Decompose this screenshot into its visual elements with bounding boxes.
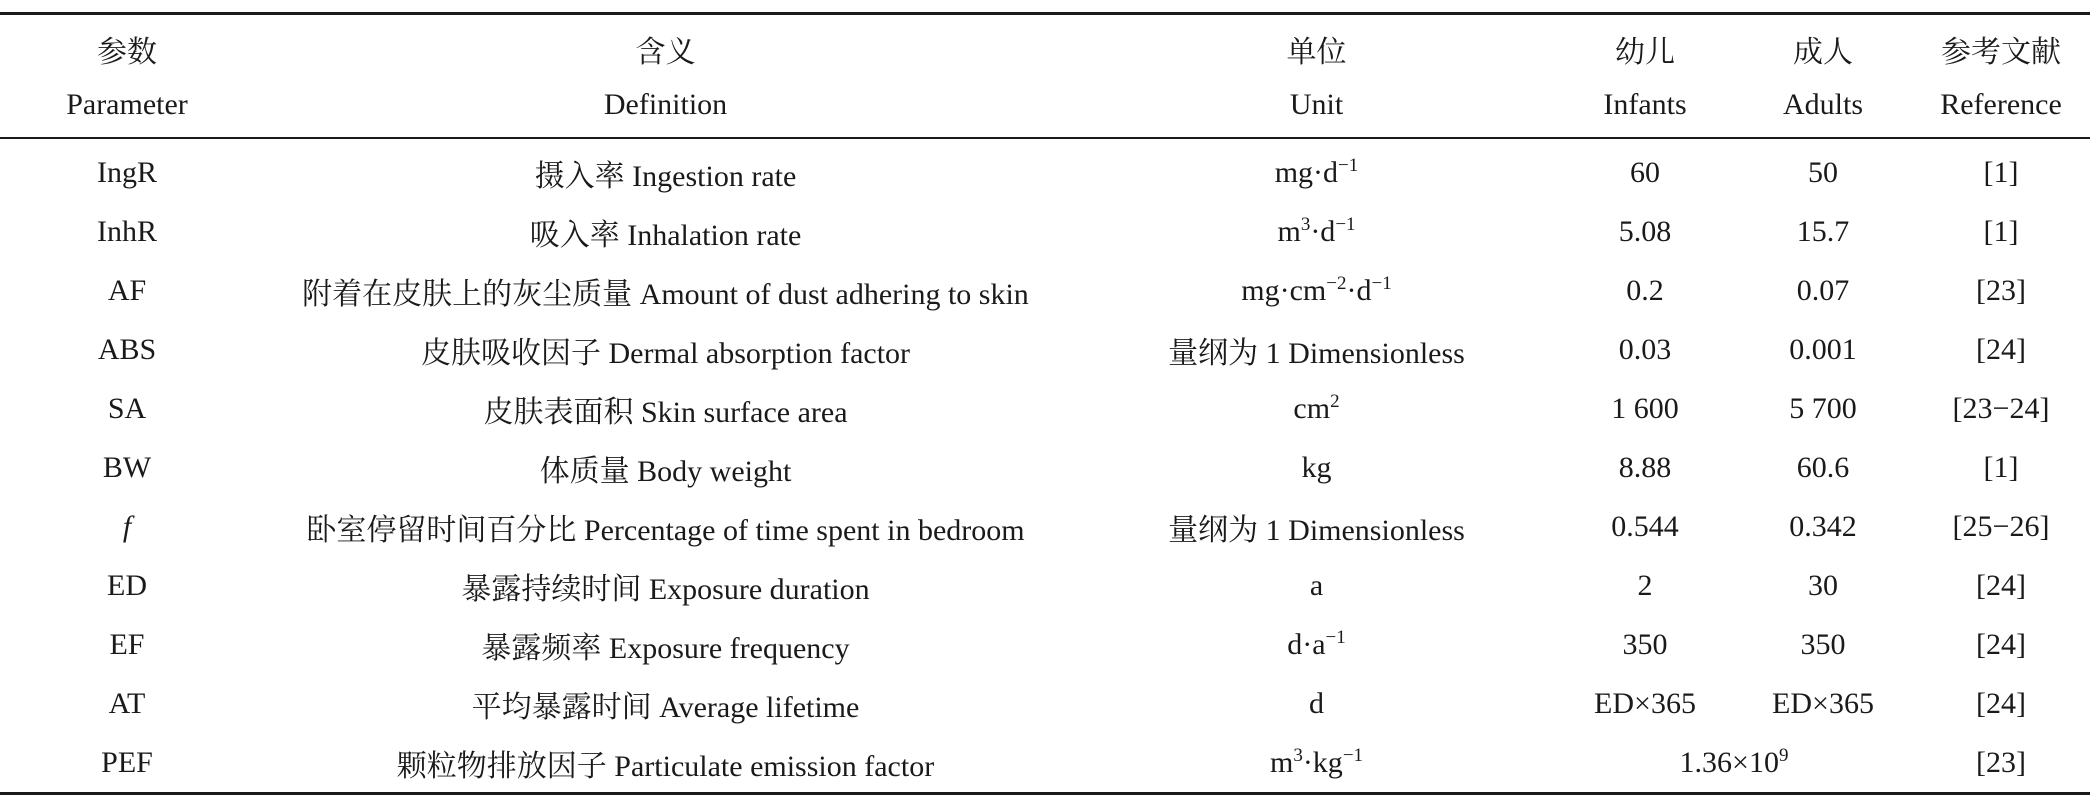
infants-cell: 0.2 <box>1626 273 1664 307</box>
unit-text-2: ·d <box>1310 214 1336 248</box>
unit-exponent-2: −1 <box>1342 744 1364 766</box>
infants-cell: 350 <box>1622 627 1668 661</box>
adults-cell: 0.001 <box>1789 332 1857 366</box>
unit-cell <box>1077 733 1556 794</box>
table-row <box>0 261 2090 320</box>
unit-cell: 量纲为 1 Dimensionless <box>1168 513 1465 547</box>
header-infants-zh: 幼儿 <box>1556 14 1734 78</box>
definition-cell: 皮肤吸收因子 Dermal absorption factor <box>420 336 911 370</box>
reference-cell: [24] <box>1976 627 2026 661</box>
adults-cell: 50 <box>1808 155 1838 189</box>
adults-cell: 15.7 <box>1796 214 1850 248</box>
reference-cell: [23] <box>1912 733 2090 794</box>
param-cell: PEF <box>0 733 254 794</box>
unit-text: m <box>1277 214 1301 248</box>
infants-cell: 1 600 <box>1611 391 1679 425</box>
unit-text: cm <box>1293 391 1331 425</box>
table-row <box>0 733 2090 794</box>
reference-cell: [23] <box>1976 273 2026 307</box>
param-cell: ED <box>107 568 147 602</box>
adults-cell: 60.6 <box>1796 450 1850 484</box>
reference-cell: [25−26] <box>1952 509 2050 543</box>
infants-cell: ED×365 <box>1594 686 1696 720</box>
definition-cell: 皮肤表面积 Skin surface area <box>483 395 848 429</box>
table-row <box>0 320 2090 379</box>
header-parameter-en: Parameter <box>0 77 254 138</box>
adults-cell: 5 700 <box>1789 391 1857 425</box>
param-cell: AT <box>108 686 146 720</box>
header-parameter-zh: 参数 <box>0 14 254 78</box>
infants-cell: 60 <box>1630 155 1660 189</box>
unit-exponent: −1 <box>1325 626 1346 648</box>
definition-cell: 暴露持续时间 Exposure duration <box>461 572 870 606</box>
unit-cell: a <box>1309 568 1324 602</box>
unit-text: d·a <box>1287 627 1326 661</box>
unit-text: mg·cm <box>1241 273 1327 307</box>
infants-cell: 0.544 <box>1611 509 1679 543</box>
table-row <box>0 379 2090 438</box>
table-row <box>0 497 2090 556</box>
reference-cell: [1] <box>1983 450 2019 484</box>
adults-cell: 350 <box>1800 627 1846 661</box>
definition-cell: 卧室停留时间百分比 Percentage of time spent in bedroom <box>306 513 1025 547</box>
reference-cell: [24] <box>1976 686 2026 720</box>
header-infants-en: Infants <box>1556 77 1734 138</box>
definition-cell: 体质量 Body weight <box>539 454 792 488</box>
reference-cell: [24] <box>1976 568 2026 602</box>
adults-cell: 30 <box>1808 568 1838 602</box>
unit-exponent: 2 <box>1330 390 1340 412</box>
exposure-parameter-table <box>0 12 2090 795</box>
shared-value-cell <box>1556 733 1912 794</box>
header-unit-zh: 单位 <box>1077 14 1556 78</box>
definition-cell: 颗粒物排放因子 Particulate emission factor <box>254 733 1077 794</box>
unit-text-2: ·d <box>1346 273 1372 307</box>
table-row <box>0 615 2090 674</box>
unit-exponent-2: −1 <box>1371 272 1392 294</box>
header-row-chinese <box>0 14 2090 78</box>
param-cell: ABS <box>97 332 157 366</box>
table-row <box>0 438 2090 497</box>
unit-cell: d <box>1309 686 1324 720</box>
reference-cell: [24] <box>1976 332 2026 366</box>
infants-cell: 2 <box>1637 568 1653 602</box>
adults-cell: 0.07 <box>1796 273 1850 307</box>
unit-cell <box>1077 261 1556 320</box>
unit-exponent: −2 <box>1326 272 1347 294</box>
adults-cell: ED×365 <box>1772 686 1874 720</box>
value-exponent: 9 <box>1778 744 1789 766</box>
param-cell: BW <box>102 450 152 484</box>
definition-cell: 摄入率 Ingestion rate <box>534 159 797 193</box>
header-unit-en: Unit <box>1077 77 1556 138</box>
unit-cell <box>1077 379 1556 438</box>
param-cell: SA <box>107 391 147 425</box>
unit-exponent: 3 <box>1293 744 1303 766</box>
unit-text: mg·d <box>1274 155 1339 189</box>
unit-exponent: −1 <box>1338 154 1359 176</box>
table-row <box>0 556 2090 615</box>
table-row <box>0 202 2090 261</box>
infants-cell: 0.03 <box>1618 332 1672 366</box>
table-row <box>0 674 2090 733</box>
unit-cell: kg <box>1301 450 1332 484</box>
infants-cell: 5.08 <box>1618 214 1672 248</box>
table-header <box>0 14 2090 139</box>
unit-cell <box>1077 202 1556 261</box>
param-cell: InhR <box>97 214 157 248</box>
header-reference-zh: 参考文献 <box>1912 14 2090 78</box>
param-cell: IngR <box>97 155 157 189</box>
param-cell: EF <box>109 627 145 661</box>
param-cell: f <box>122 509 132 543</box>
reference-cell: [23−24] <box>1952 391 2050 425</box>
header-row-english <box>0 77 2090 138</box>
unit-cell <box>1077 138 1556 202</box>
header-definition-zh: 含义 <box>254 14 1077 78</box>
definition-cell: 吸入率 Inhalation rate <box>529 218 802 252</box>
header-adults-zh: 成人 <box>1734 14 1912 78</box>
unit-text: m <box>1269 745 1294 779</box>
header-definition-en: Definition <box>254 77 1077 138</box>
unit-text-2: ·kg <box>1302 745 1343 779</box>
unit-exponent-2: −1 <box>1335 213 1356 235</box>
value-text: 1.36×10 <box>1679 745 1779 779</box>
adults-cell: 0.342 <box>1789 509 1857 543</box>
header-adults-en: Adults <box>1734 77 1912 138</box>
infants-cell: 8.88 <box>1618 450 1672 484</box>
unit-cell: 量纲为 1 Dimensionless <box>1168 336 1465 370</box>
definition-cell: 暴露频率 Exposure frequency <box>481 631 850 665</box>
unit-cell <box>1077 615 1556 674</box>
definition-cell: 平均暴露时间 Average lifetime <box>471 690 860 724</box>
table-body <box>0 138 2090 794</box>
header-reference-en: Reference <box>1912 77 2090 138</box>
reference-cell: [1] <box>1983 155 2019 189</box>
reference-cell: [1] <box>1983 214 2019 248</box>
definition-cell: 附着在皮肤上的灰尘质量 Amount of dust adhering to skin <box>302 277 1029 311</box>
unit-exponent: 3 <box>1300 213 1311 235</box>
table-row <box>0 138 2090 202</box>
param-cell: AF <box>107 273 147 307</box>
